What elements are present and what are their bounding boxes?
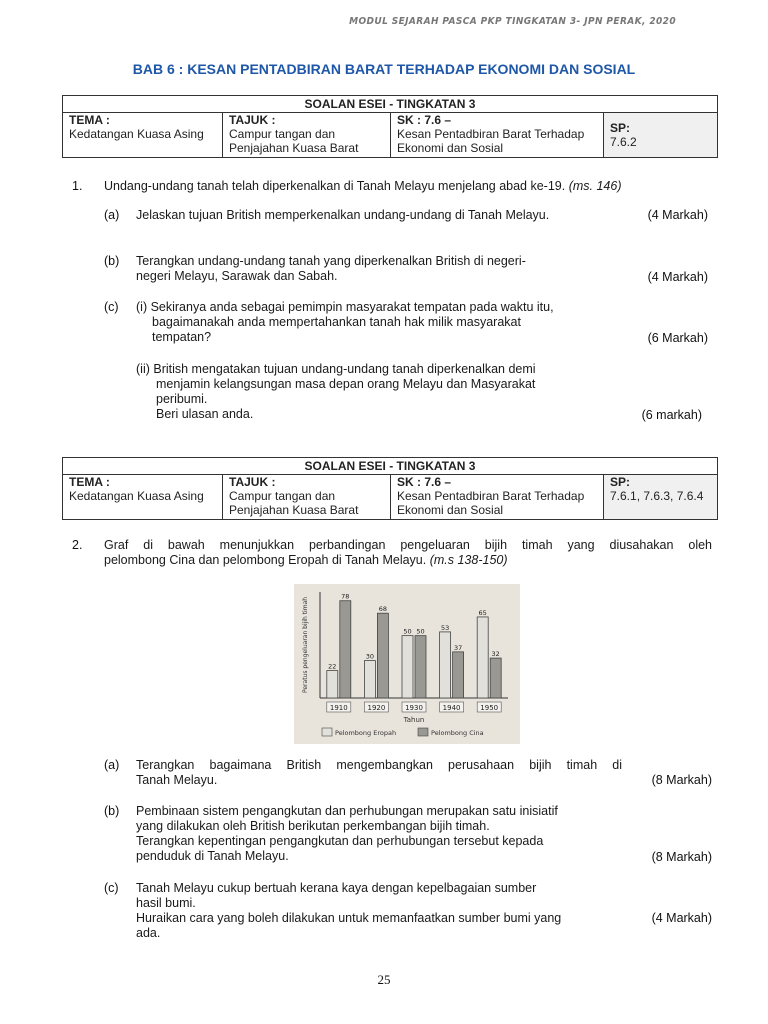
tema-value: Kedatangan Kuasa Asing xyxy=(69,489,204,503)
page-number: 25 xyxy=(377,972,391,987)
q2-stem-line2 xyxy=(104,553,508,568)
x-tick-label: 1940 xyxy=(442,704,461,712)
q2b-line: Pembinaan sistem pengangkutan dan perhubungan merupakan satu inisiatif xyxy=(136,804,558,818)
q1c-ii-line: menjamin kelangsungan masa depan orang Melayu dan Masyarakat xyxy=(156,377,536,391)
tema-cell xyxy=(63,475,223,520)
q2-number: 2. xyxy=(72,538,83,552)
bar xyxy=(364,661,375,698)
q1-reference: (ms. 146) xyxy=(568,179,622,193)
q2a-line: Tanah Melayu. xyxy=(136,773,218,787)
bar xyxy=(440,632,451,698)
q2b-mark: (8 Markah) xyxy=(651,850,712,864)
legend-label: Pelombong Cina xyxy=(431,729,484,737)
sp-value: 7.6.2 xyxy=(610,135,637,149)
sk-label: SK : 7.6 – xyxy=(397,113,452,127)
q2c-mark: (4 Markah) xyxy=(651,911,712,925)
q1a-label: (a) xyxy=(104,208,120,222)
data-label: 22 xyxy=(328,662,337,671)
data-label: 30 xyxy=(365,652,375,661)
sp-label: SP: xyxy=(610,121,631,135)
sp-value: 7.6.1, 7.6.3, 7.6.4 xyxy=(610,489,704,503)
sk-label: SK : 7.6 – xyxy=(397,475,452,489)
legend-swatch xyxy=(418,728,428,736)
sp-label: SP: xyxy=(610,475,631,489)
q1c-ii-text xyxy=(136,362,536,422)
chapter-title: BAB 6 : KESAN PENTADBIRAN BARAT TERHADAP EKONOMI DAN SOSIAL xyxy=(132,61,636,77)
q1c-ii-line: Beri ulasan anda. xyxy=(156,407,254,421)
x-tick-label: 1910 xyxy=(329,704,348,712)
tema-label: TEMA : xyxy=(69,113,110,127)
y-axis-label: Peratus pengeluaran bijih timah xyxy=(302,596,309,694)
bar xyxy=(453,652,464,698)
legend-swatch xyxy=(322,728,332,736)
tajuk-cell xyxy=(223,113,391,158)
q2b-label: (b) xyxy=(104,804,120,818)
bar xyxy=(327,671,338,698)
q2b-line: yang dilakukan oleh British berikutan perkembangan bijih timah. xyxy=(136,819,490,833)
sk-value: Kesan Pentadbiran Barat Terhadap Ekonomi dan Sosial xyxy=(397,489,585,517)
q2a-label: (a) xyxy=(104,758,120,772)
x-tick-label: 1950 xyxy=(480,704,499,712)
sp-cell xyxy=(604,475,718,520)
bar xyxy=(402,636,413,698)
q2b-line: Terangkan kepentingan pengangkutan dan perhubungan tersebut kepada xyxy=(136,834,544,848)
data-label: 32 xyxy=(491,650,500,659)
q2c-text xyxy=(136,881,561,941)
q1c-label: (c) xyxy=(104,300,119,314)
x-tick-label: 1920 xyxy=(367,704,386,712)
sp-cell xyxy=(604,113,718,158)
q1-stem xyxy=(104,179,622,194)
q2a-mark: (8 Markah) xyxy=(651,773,712,787)
bar xyxy=(340,601,351,698)
info-table-1 xyxy=(62,95,718,158)
data-label: 68 xyxy=(378,605,388,614)
q2-text: pelombong Cina dan pelombong Eropah di Tanah Melayu. xyxy=(104,553,427,567)
tajuk-label: TAJUK : xyxy=(229,113,276,127)
info-table-2 xyxy=(62,457,718,520)
tema-value: Kedatangan Kuasa Asing xyxy=(69,127,204,141)
bar xyxy=(490,658,501,698)
bar xyxy=(415,636,426,698)
q2-line: Graf di bawah menunjukkan perbandingan pengeluaran bijih timah yang diusahakan oleh xyxy=(104,538,712,552)
q2a-text xyxy=(136,758,622,788)
q2c-label: (c) xyxy=(104,881,119,895)
q1c-ii-line: (ii) British mengatakan tujuan undang-undang tanah diperkenalkan demi xyxy=(136,362,536,376)
sk-cell xyxy=(391,113,604,158)
q1b-line: negeri Melayu, Sarawak dan Sabah. xyxy=(136,269,338,283)
q1c-i-mark: (6 Markah) xyxy=(647,331,708,345)
x-tick-label: 1930 xyxy=(405,704,423,712)
data-label: 37 xyxy=(453,643,463,652)
q2b-text xyxy=(136,804,558,864)
bar-chart xyxy=(294,584,520,744)
q1c-i-text xyxy=(136,300,554,345)
sk-cell xyxy=(391,475,604,520)
data-label: 50 xyxy=(416,627,425,636)
q1b-text xyxy=(136,254,526,284)
q2-reference: (m.s 138-150) xyxy=(429,553,508,567)
q1c-ii-line: peribumi. xyxy=(156,392,208,406)
bar xyxy=(377,613,388,698)
data-label: 65 xyxy=(478,608,487,617)
q1c-i-line: (i) Sekiranya anda sebagai pemimpin masyarakat tempatan pada waktu itu, xyxy=(136,300,554,314)
q2c-line: Tanah Melayu cukup bertuah kerana kaya dengan kepelbagaian sumber xyxy=(136,881,537,895)
bar xyxy=(477,617,488,698)
tajuk-value: Campur tangan dan Penjajahan Kuasa Barat xyxy=(229,127,359,155)
module-header: MODUL SEJARAH PASCA PKP TINGKATAN 3- JPN PERAK, 2020 xyxy=(349,16,676,27)
q1b-mark: (4 Markah) xyxy=(647,270,708,284)
q1c-i-line: tempatan? xyxy=(152,330,212,344)
legend-label: Pelombong Eropah xyxy=(335,729,397,737)
q2c-line: hasil bumi. xyxy=(136,896,196,910)
tajuk-value: Campur tangan dan Penjajahan Kuasa Barat xyxy=(229,489,359,517)
tajuk-label: TAJUK : xyxy=(229,475,276,489)
sk-value: Kesan Pentadbiran Barat Terhadap Ekonomi dan Sosial xyxy=(397,127,585,155)
tajuk-cell xyxy=(223,475,391,520)
q1a-text: Jelaskan tujuan British memperkenalkan undang-undang di Tanah Melayu. xyxy=(136,208,550,222)
q1a-mark: (4 Markah) xyxy=(647,208,708,222)
q2a-line: Terangkan bagaimana British mengembangkan perusahaan bijih timah di xyxy=(136,758,622,772)
x-axis-label: Tahun xyxy=(403,716,425,724)
q2b-line: penduduk di Tanah Melayu. xyxy=(136,849,289,863)
tema-label: TEMA : xyxy=(69,475,110,489)
table-caption: SOALAN ESEI - TINGKATAN 3 xyxy=(63,96,718,113)
tema-cell xyxy=(63,113,223,158)
data-label: 53 xyxy=(440,623,450,632)
q1b-line: Terangkan undang-undang tanah yang diperkenalkan British di negeri- xyxy=(136,254,526,268)
q1c-ii-mark: (6 markah) xyxy=(641,408,702,422)
table-caption: SOALAN ESEI - TINGKATAN 3 xyxy=(63,458,718,475)
q1-number: 1. xyxy=(72,179,83,193)
q2c-line: Huraikan cara yang boleh dilakukan untuk memanfaatkan sumber bumi yang xyxy=(136,911,562,925)
data-label: 78 xyxy=(341,592,350,601)
data-label: 50 xyxy=(403,627,412,636)
q1c-i-line: bagaimanakah anda mempertahankan tanah hak milik masyarakat xyxy=(152,315,521,329)
bar-chart-figure xyxy=(294,584,520,744)
q1b-label: (b) xyxy=(104,254,120,268)
q1-text: Undang-undang tanah telah diperkenalkan di Tanah Melayu menjelang abad ke-19. xyxy=(104,179,566,193)
q2c-line: ada. xyxy=(136,926,161,940)
